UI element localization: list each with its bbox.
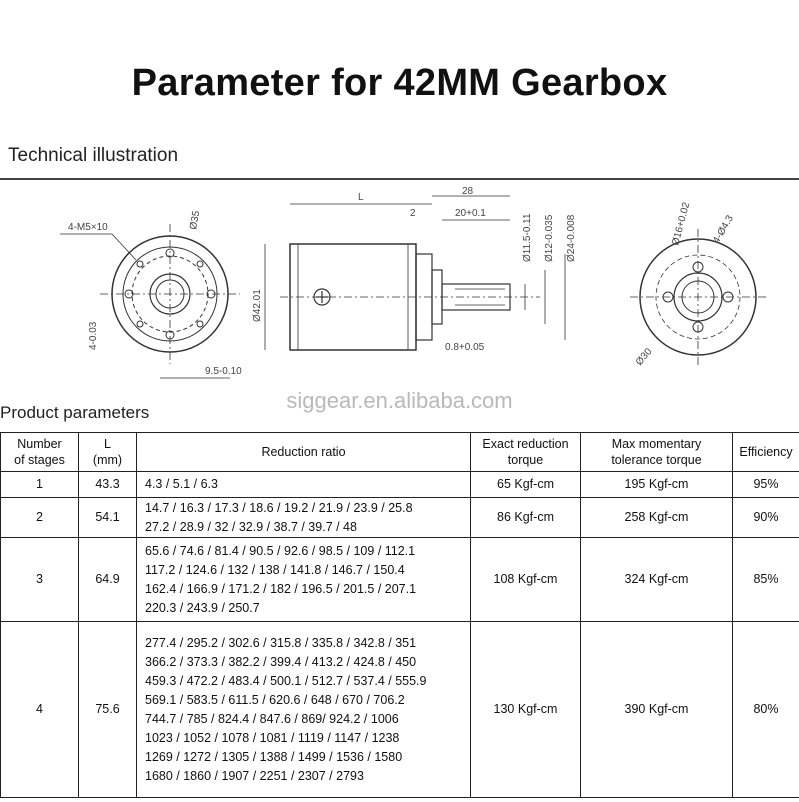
ratio-line: 1269 / 1272 / 1305 / 1388 / 1499 / 1536 / 1580 — [145, 749, 403, 764]
ratio-line: 459.3 / 472.2 / 483.4 / 500.1 / 512.7 / 537.4 / 555.9 — [145, 673, 427, 688]
dim-spigot-dia: Ø24-0.008 — [566, 214, 577, 262]
page-title: Parameter for 42MM Gearbox — [131, 62, 668, 104]
dim-shaft-dia-2: Ø12-0.035 — [544, 214, 555, 262]
reduction-ratio-cell — [137, 622, 471, 798]
table-row — [1, 498, 799, 538]
product-parameters-label: Product parameters — [0, 403, 150, 422]
exact-torque-cell: 86 Kgf-cm — [471, 498, 581, 538]
dim-screw-holes: 4-M5×10 — [68, 222, 108, 233]
ratio-line: 117.2 / 124.6 / 132 / 138 / 141.8 / 146.7 / 150.4 — [145, 562, 405, 577]
technical-drawing — [0, 182, 799, 392]
ratio-line: 569.1 / 583.5 / 611.5 / 620.6 / 648 / 670 / 706.2 — [145, 692, 405, 707]
front-view-drawing — [630, 229, 766, 365]
efficiency-cell: 90% — [733, 498, 799, 538]
table-row — [1, 622, 799, 798]
table-header-row — [1, 433, 799, 472]
ratio-line: 27.2 / 28.9 / 32 / 32.9 / 38.7 / 39.7 / 48 — [145, 519, 357, 534]
ratio-line: 65.6 / 74.6 / 81.4 / 90.5 / 92.6 / 98.5 / 109 / 112.1 — [145, 543, 416, 558]
ratio-line: 162.4 / 166.9 / 171.2 / 182 / 196.5 / 201.5 / 207.1 — [145, 581, 417, 596]
header-max-torque: Max momentary tolerance torque — [581, 433, 733, 472]
max-torque-cell: 324 Kgf-cm — [581, 538, 733, 622]
dim-shaft-length: 28 — [462, 186, 474, 197]
efficiency-cell: 95% — [733, 472, 799, 498]
stages-cell: 2 — [1, 498, 79, 538]
max-torque-cell: 195 Kgf-cm — [581, 472, 733, 498]
reduction-ratio-cell — [137, 498, 471, 538]
stages-cell: 1 — [1, 472, 79, 498]
dim-bolt-circle: Ø35 — [188, 209, 203, 231]
dim-front-pilot: Ø16+0.02 — [670, 201, 693, 247]
header-stages: Number of stages — [1, 433, 79, 472]
max-torque-cell: 258 Kgf-cm — [581, 498, 733, 538]
dim-body-dia: Ø42.01 — [252, 289, 263, 322]
reduction-ratio-cell — [137, 538, 471, 622]
header-exact-torque: Exact reduction torque — [471, 433, 581, 472]
dim-shaft-dia: Ø11.5-0.11 — [522, 213, 533, 262]
ratio-line: 4.3 / 5.1 / 6.3 — [145, 477, 218, 491]
dim-front-pcd: Ø30 — [633, 346, 655, 368]
ratio-line: 1023 / 1052 / 1078 / 1081 / 1119 / 1147 / 1238 — [145, 730, 400, 745]
efficiency-cell: 85% — [733, 538, 799, 622]
technical-illustration-label: Technical illustration — [8, 145, 179, 166]
ratio-line: 1680 / 1860 / 1907 / 2251 / 2307 / 2793 — [145, 768, 364, 783]
ratio-line: 744.7 / 785 / 824.4 / 847.6 / 869/ 924.2 / 1006 — [145, 711, 399, 726]
dim-step: 0.8+0.05 — [445, 342, 485, 353]
side-view-drawing — [265, 196, 565, 350]
exact-torque-cell: 65 Kgf-cm — [471, 472, 581, 498]
reduction-ratio-cell — [137, 472, 471, 498]
watermark: siggear.en.alibaba.com — [286, 388, 513, 413]
stages-cell: 4 — [1, 622, 79, 798]
ratio-line: 277.4 / 295.2 / 302.6 / 315.8 / 335.8 / 342.8 / 351 — [145, 635, 417, 650]
dim-shaft-flat: 9.5-0.10 — [205, 366, 242, 377]
ratio-line: 220.3 / 243.9 / 250.7 — [145, 600, 260, 615]
dim-length: L — [358, 192, 364, 203]
section-divider — [0, 178, 799, 180]
dim-front-holes: 4-Ø4.3 — [711, 213, 736, 246]
stages-cell: 3 — [1, 538, 79, 622]
header-length: L (mm) — [79, 433, 137, 472]
ratio-line: 14.7 / 16.3 / 17.3 / 18.6 / 19.2 / 21.9 / 23.9 / 25.8 — [145, 500, 413, 515]
length-cell: 43.3 — [79, 472, 137, 498]
parameters-table — [0, 432, 799, 798]
rear-view-drawing — [60, 224, 240, 378]
efficiency-cell: 80% — [733, 622, 799, 798]
length-cell: 54.1 — [79, 498, 137, 538]
max-torque-cell: 390 Kgf-cm — [581, 622, 733, 798]
header-reduction-ratio: Reduction ratio — [137, 433, 471, 472]
dim-gap: 2 — [410, 208, 416, 219]
length-cell: 64.9 — [79, 538, 137, 622]
exact-torque-cell: 108 Kgf-cm — [471, 538, 581, 622]
dim-shaft-tol: 20+0.1 — [455, 208, 486, 219]
dim-key-height: 4-0.03 — [88, 321, 99, 350]
length-cell: 75.6 — [79, 622, 137, 798]
exact-torque-cell: 130 Kgf-cm — [471, 622, 581, 798]
table-row — [1, 472, 799, 498]
ratio-line: 366.2 / 373.3 / 382.2 / 399.4 / 413.2 / 424.8 / 450 — [145, 654, 417, 669]
table-row — [1, 538, 799, 622]
header-efficiency: Efficiency — [733, 433, 799, 472]
